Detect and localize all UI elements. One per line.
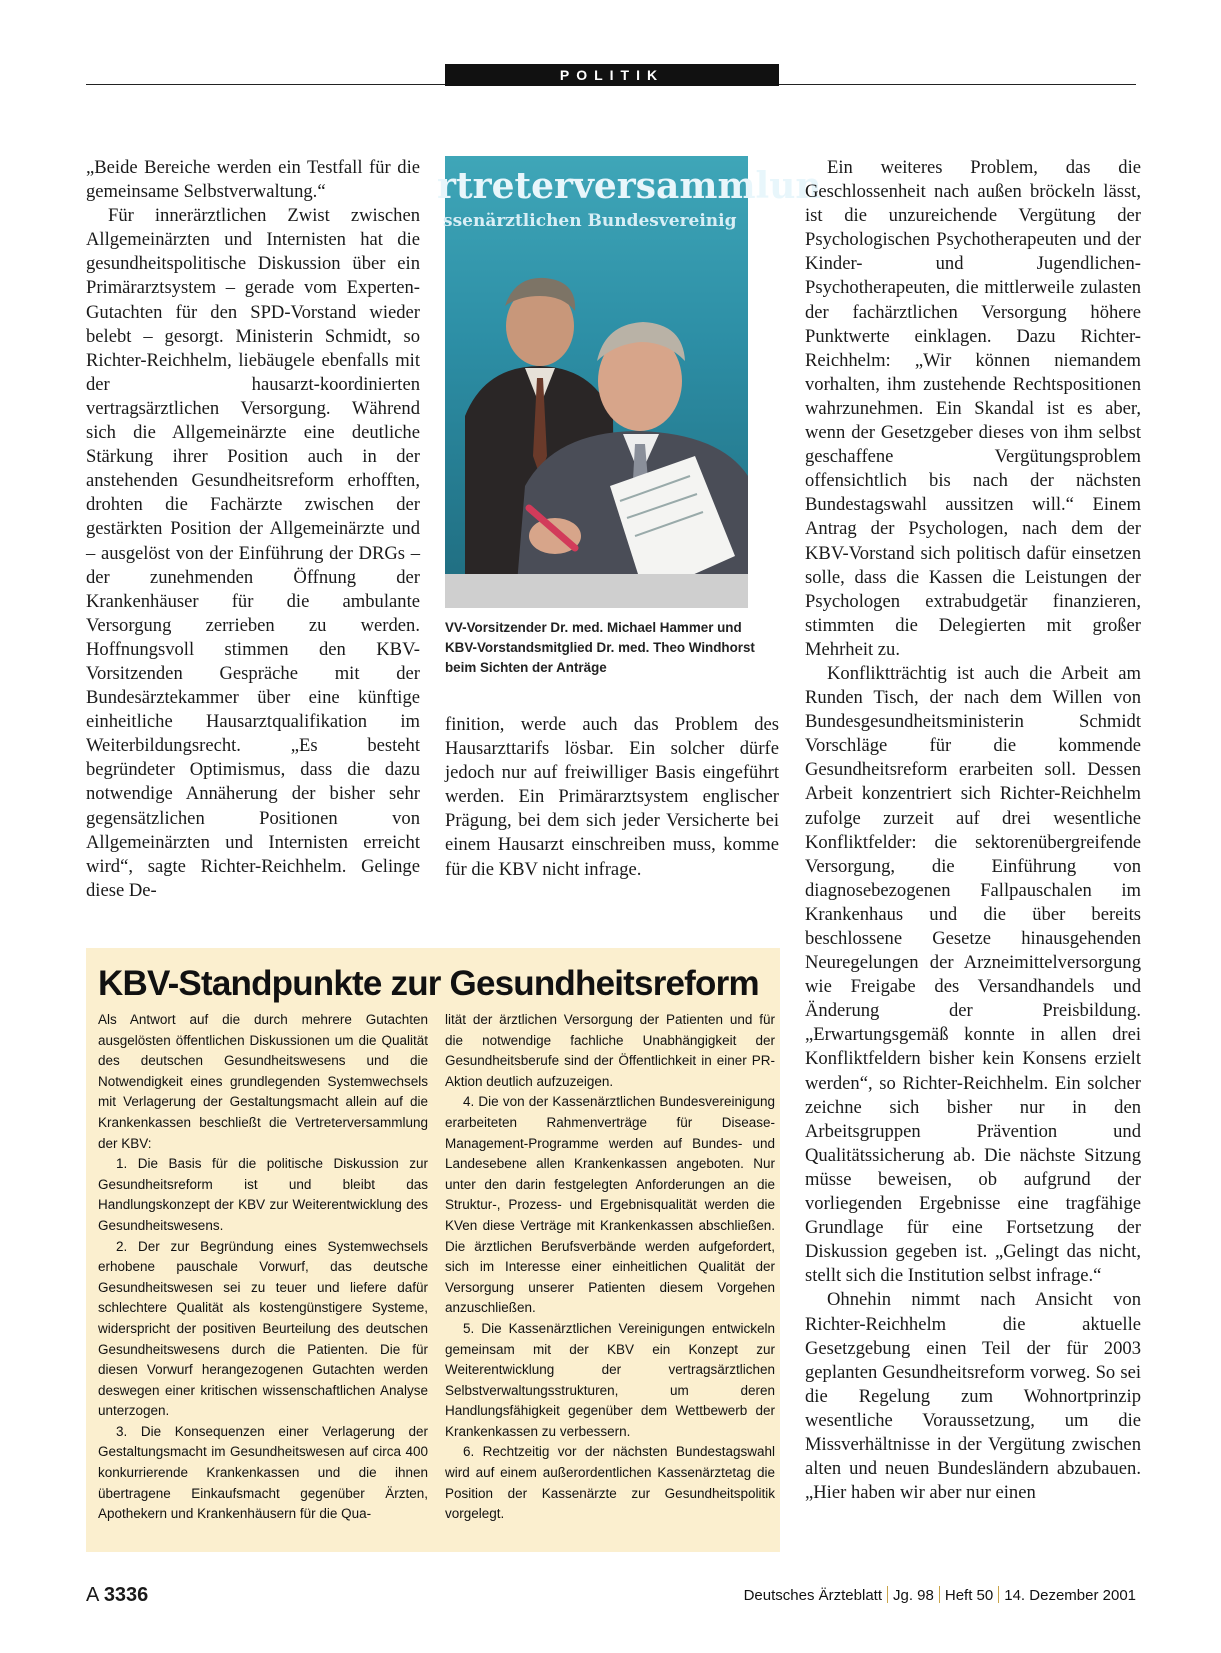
section-label: POLITIK [445, 64, 779, 86]
journal-info [744, 1584, 1136, 1608]
page-number-value: 3336 [103, 1584, 149, 1606]
photo-illustration [437, 156, 822, 608]
article-photo [437, 156, 822, 608]
journal-name: Deutsches Ärzteblatt [743, 1587, 882, 1604]
separator [887, 1586, 888, 1603]
article-column-1 [86, 156, 420, 903]
journal-date: 14. Dezember 2001 [1004, 1587, 1136, 1604]
box-paragraph: 3. Die Konsequenzen einer Verlagerung der Gestaltungsmacht im Gesundheitswesen auf circa 400 konkurrierende Krankenkassen und die ihnen übertragene Einkaufsmacht gegenüber Ärzten, Apothekern und Krankenhäusern für die Qua- [98, 1423, 428, 1522]
journal-issue: Heft 50 [944, 1587, 994, 1604]
paragraph: Ohnehin nimmt nach Ansicht von Richter-Reichhelm die aktuelle Gesetzgebung einen Teil der für 2003 geplanten Gesundheitsreform vorweg. So sei die Regelung zum Wohnortprinzip wesentliche Voraussetzung, um die Missverhältnisse in der Vergütung zwischen alten und neuen Bundesländern abzubauen. „Hier haben wir aber nur einen [805, 1289, 1141, 1504]
paragraph: Ein weiteres Problem, das die Geschlossenheit nach außen bröckeln lässt, ist die unzureichende Vergütung der Psychologischen Psychotherapeuten und der Kinder- und Jugendlichen-Psychotherapeuten, die mittlerweile zulasten der fachärztlichen Versorgung höhere Punktwerte einklagen. Dazu Richter-Reichhelm: „Wir können niemandem vorhalten, ihm zustehende Rechtspositionen wahrzunehmen. Ein Skandal ist es aber, wenn der Gesetzgeber dieses von ihm selbst geschaffene Vergütungsproblem offensichtlich bis nach der nächsten Bundestagswahl aussitzen will.“ Einem Antrag der Psychologen, nach dem der KBV-Vorstand sich politisch dafür einsetzen solle, dass die Kassen die Leistungen der Psychologen extrabudgetär finanzieren, stimmten die Delegierten mit großer Mehrheit zu. [805, 157, 1141, 660]
article-column-3 [805, 156, 1141, 1505]
box-paragraph: 1. Die Basis für die politische Diskussion zur Gesundheitsreform ist und bleibt das Handlungskonzept der KBV zur Weiterentwicklung des Gesundheitswesens. [98, 1156, 428, 1233]
info-box-title: KBV-Standpunkte zur Gesundheitsreform [98, 964, 759, 1003]
page-prefix: A [86, 1584, 99, 1606]
paragraph: Für innerärztlichen Zwist zwischen Allgemeinärzten und Internisten hat die gesundheitspolitische Diskussion über ein Primärarztsystem – gerade vom Experten-Gutachten für den SPD-Vorstand wieder belebt – gesorgt. Ministerin Schmidt, so Richter-Reichhelm, liebäugele ebenfalls mit der hausarzt-koordinierten vertragsärztlichen Versorgung. Während sich die Allgemeinärzte eine deutliche Stärkung ihrer Position auch in der anstehenden Gesundheitsreform erhofften, drohten die Fachärzte zwischen der gestärkten Position der Allgemeinärzte und – ausgelöst von der Einführung der DRGs – der zunehmenden Öffnung der Krankenhäuser für die ambulante Versorgung zerrieben zu werden. Hoffnungsvoll stimmen den KBV-Vorsitzenden Gespräche mit der Bundesärztekammer über eine künftige einheitliche Hausarztqualifikation im Weiterbildungsrecht. „Es besteht begründeter Optimismus, dass die dazu notwendige Annäherung der bisher sehr gegensätzlichen Positionen von Allgemeinärzten und Internisten erreicht wird“, sagte Richter-Reichhelm. Gelinge diese De- [86, 205, 420, 901]
banner-text-2: ssenärztlichen Bundesvereinig [443, 211, 737, 231]
page-footer [86, 1582, 1136, 1608]
journal-volume: Jg. 98 [893, 1587, 934, 1604]
separator [998, 1586, 999, 1603]
box-paragraph: lität der ärztlichen Versorgung der Patienten und für die notwendige fachliche Unabhängigkeit der Gesundheitsberufe sind der Öffentlichkeit in einer PR-Aktion deutlich aufzuzeigen. [445, 1012, 775, 1089]
box-paragraph: 6. Rechtzeitig vor der nächsten Bundestagswahl wird auf einem außerordentlichen Kassenärztetag die Position der Kassenärzte zur Gesundheitspolitik vorgelegt. [445, 1444, 775, 1522]
article-column-2 [445, 713, 779, 882]
paragraph: „Beide Bereiche werden ein Testfall für die gemeinsame Selbstverwaltung.“ [86, 157, 420, 203]
paragraph: finition, werde auch das Problem des Hausarzttarifs lösbar. Ein solcher dürfe jedoch nur auf freiwilliger Basis eingeführt werden. Ein Primärarztsystem englischer Prägung, bei dem sich jeder Versicherte bei einem Hausarzt einschreiben muss, komme für die KBV nicht infrage. [445, 714, 779, 880]
page-number [86, 1582, 148, 1608]
box-paragraph: Als Antwort auf die durch mehrere Gutachten ausgelösten öffentlichen Diskussionen um die Qualität des deutschen Gesundheitswesens und die Notwendigkeit eines grundlegenden Systemwechsels mit Verlagerung der Gestaltungsmacht allein auf die Krankenkassen beschließt die Vertreterversammlung der KBV: [98, 1012, 428, 1151]
box-paragraph: 5. Die Kassenärztlichen Vereinigungen entwickeln gemeinsam mit der KBV ein Konzept zur Weiterentwicklung der vertragsärztlichen Selbstverwaltungsstrukturen, um deren Handlungsfähigkeit gegenüber dem Wettbewerb der Krankenkassen zu verbessern. [445, 1320, 775, 1439]
box-paragraph: 4. Die von der Kassenärztlichen Bundesvereinigung erarbeiteten Rahmenverträge für Disease-Management-Programme werden auf Bundes- und Landesebene allen Krankenkassen angeboten. Nur unter den darin festgelegten Anforderungen an die Struktur-, Prozess- und Ergebnisqualität werden die KVen diese Verträge mit Krankenkassen abschließen. Die ärztlichen Berufsverbände werden aufgefordert, sich im Interesse einer einheitlichen Qualität der Versorgung unserer Patienten diesem Vorgehen anzuschließen. [445, 1094, 775, 1316]
info-box [86, 948, 780, 1552]
separator [939, 1586, 940, 1603]
box-paragraph: 2. Der zur Begründung eines Systemwechsels erhobene pauschale Vorwurf, das deutsche Gesundheitswesen sei zu teuer und liefere dafür schlechtere Qualität als kostengünstigere Systeme, widerspricht der positiven Beurteilung des deutschen Gesundheitswesens durch die Patienten. Die für diesen Vorwurf herangezogenen Gutachten werden deswegen einer kritischen wissenschaftlichen Analyse unterzogen. [98, 1238, 428, 1419]
photo-caption: VV-Vorsitzender Dr. med. Michael Hammer und KBV-Vorstandsmitglied Dr. med. Theo Windhorst beim Sichten der Anträge [445, 620, 755, 675]
info-box-column-left [98, 1010, 428, 1525]
info-box-column-right [445, 1010, 775, 1525]
paragraph: Konfliktträchtig ist auch die Arbeit am Runden Tisch, der nach dem Willen von Bundesgesundheitsministerin Schmidt Vorschläge für die kommende Gesundheitsreform erarbeiten soll. Dessen Arbeit konzentriert sich Richter-Reichhelm zufolge zurzeit auf drei wesentliche Konfliktfelder: die sektorenübergreifende Versorgung, die Einführung von diagnosebezogenen Fallpauschalen im Krankenhaus und die über bereits beschlossene Gesetze hinausgehenden Neuregelungen der Arzneimittelversorgung wie Freigabe des Versandhandels und Änderung der Preisbildung. „Erwartungsgemäß konnte in allen drei Konfliktfeldern bisher kein Konsens erzielt werden“, so Richter-Reichhelm. Ein solcher zeichne sich bisher nur in den Arbeitsgruppen Prävention und Qualitätssicherung ab. Die nächste Sitzung müsse beweisen, ob aufgrund der vorliegenden Ergebnisse eine tragfähige Grundlage für eine Fortsetzung der Diskussion gegeben ist. „Gelingt das nicht, stellt sich die Institution selbst infrage.“ [805, 662, 1141, 1287]
banner-text-1: rtreterversammlun [437, 165, 822, 207]
